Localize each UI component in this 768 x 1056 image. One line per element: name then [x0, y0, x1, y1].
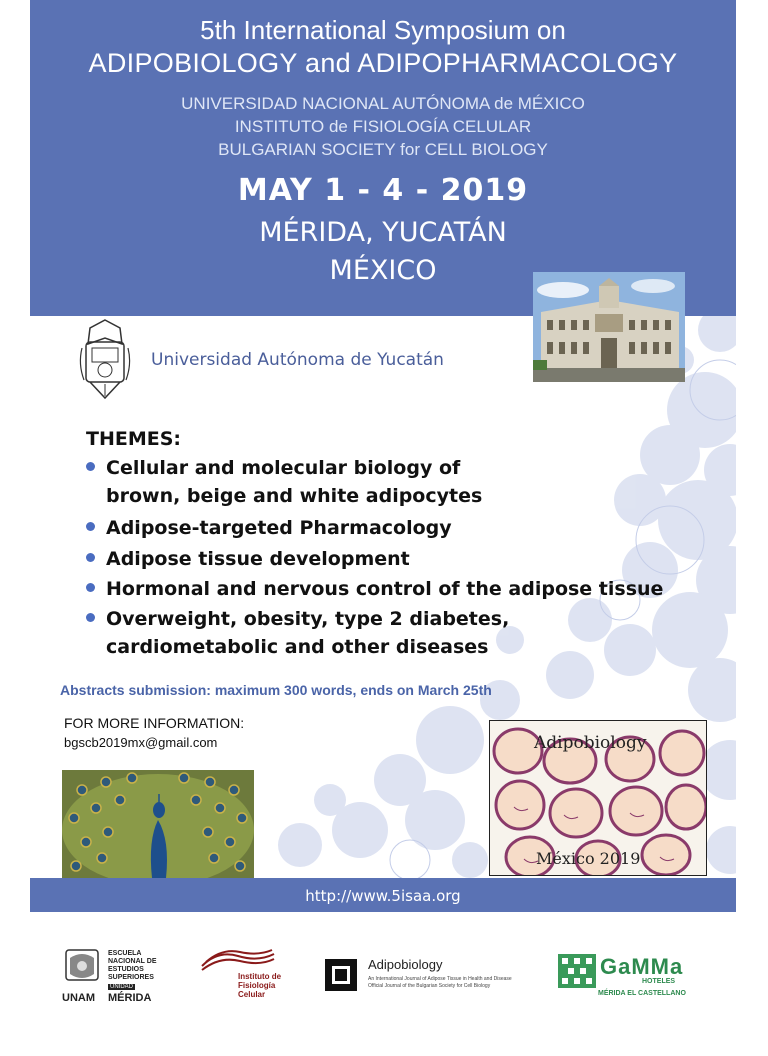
- theme-item: Adipose tissue development: [86, 545, 410, 573]
- header-band: [30, 0, 736, 316]
- organizer-unam: UNIVERSIDAD NACIONAL AUTÓNOMA de MÉXICO: [181, 94, 585, 113]
- themes-heading: THEMES:: [86, 428, 182, 450]
- contact-email[interactable]: bgscb2019mx@gmail.com: [64, 735, 218, 750]
- gamma-hoteles: HOTELES: [642, 978, 676, 985]
- gamma-location: MÉRIDA EL CASTELLANO: [598, 990, 686, 997]
- unam-unidad-label: UNIDAD: [110, 984, 134, 990]
- event-country: MÉXICO: [329, 255, 437, 286]
- unam-crest-icon: [62, 948, 102, 984]
- gamma-pattern-icon: [558, 954, 596, 988]
- bullet-icon: [86, 583, 95, 592]
- theme-item: Hormonal and nervous control of the adipose tissue: [86, 575, 663, 603]
- adipobiology-journal-logo: [324, 954, 554, 998]
- symposium-subtitle: 5th International Symposium on: [200, 15, 566, 45]
- ifc-logo: Instituto de Fisiología Celular: [198, 948, 298, 1004]
- info-heading: FOR MORE INFORMATION:: [64, 715, 245, 731]
- bullet-icon: [86, 462, 95, 471]
- organizer-bscb: BULGARIAN SOCIETY for CELL BIOLOGY: [218, 140, 548, 159]
- website-link[interactable]: http://www.5isaa.org: [305, 887, 461, 905]
- organizer-ifc: INSTITUTO de FISIOLOGÍA CELULAR: [234, 117, 532, 136]
- gamma-hotel-logo: [558, 954, 704, 1002]
- uady-seal-icon: [76, 318, 134, 402]
- event-city: MÉRIDA, YUCATÁN: [259, 217, 507, 248]
- event-date: MAY 1 - 4 - 2019: [237, 173, 529, 208]
- theme-item: Cellular and molecular biology of brown, beige and white adipocytes: [86, 454, 482, 510]
- unam-campus-label: MÉRIDA: [108, 992, 152, 1004]
- artwork-caption: México 2019: [536, 849, 641, 868]
- symposium-title: ADIPOBIOLOGY and ADIPOPHARMACOLOGY: [88, 48, 678, 78]
- unam-label: UNAM: [62, 992, 95, 1004]
- adipobiology-artwork: [489, 720, 707, 876]
- poster: [30, 0, 736, 1056]
- journal-official: Official Journal of the Bulgarian Society for Cell Biology: [368, 983, 491, 989]
- artwork-title: Adipobiology: [534, 733, 647, 753]
- bullet-icon: [86, 553, 95, 562]
- url-band: [30, 878, 736, 912]
- host-university-name: Universidad Autónoma de Yucatán: [151, 350, 444, 370]
- building-photo: [533, 272, 685, 382]
- theme-item: Adipose-targeted Pharmacology: [86, 514, 452, 542]
- abstracts-notice: Abstracts submission: maximum 300 words, ends on March 25th: [60, 682, 492, 698]
- ifc-wave-icon: [198, 948, 278, 974]
- journal-square-icon: [324, 958, 358, 992]
- journal-subtitle: An International Journal of Adipose Tissue in Health and Disease: [368, 976, 512, 982]
- bullet-icon: [86, 522, 95, 531]
- gamma-name: GaMMa: [600, 954, 684, 979]
- peacock-photo: [62, 770, 254, 878]
- journal-title: Adipobiology: [368, 957, 443, 972]
- unam-merida-logo: ESCUELA NACIONAL DE ESTUDIOS SUPERIORES UNIDAD UNAM MÉRIDA: [62, 950, 157, 1004]
- bullet-icon: [86, 613, 95, 622]
- theme-item: Overweight, obesity, type 2 diabetes, cardiometabolic and other diseases: [86, 605, 509, 661]
